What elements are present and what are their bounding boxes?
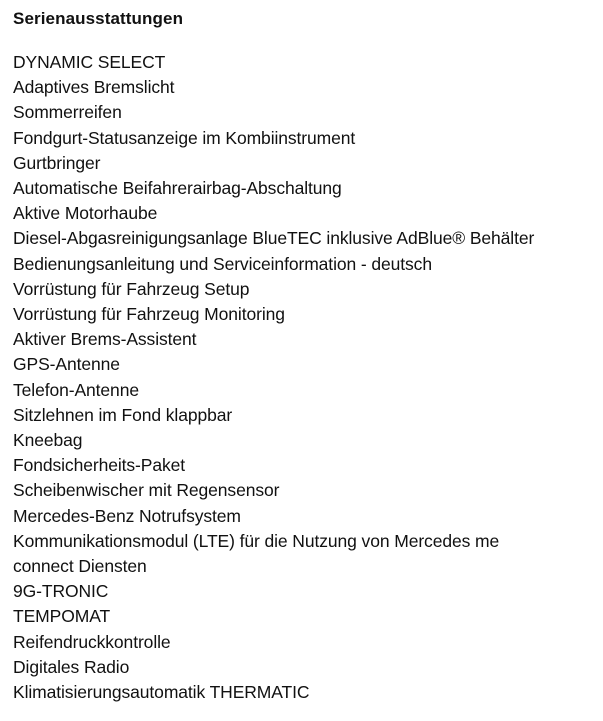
list-item: GPS-Antenne — [13, 354, 120, 375]
list-item: Automatische Beifahrerairbag-Abschaltung — [13, 178, 342, 199]
list-item: Bedienungsanleitung und Serviceinformation - deutsch — [13, 253, 432, 274]
list-item: Kommunikationsmodul (LTE) für die Nutzung von Mercedes me connect Diensten — [13, 530, 500, 577]
list-item: TEMPOMAT — [13, 606, 111, 627]
list-item: DYNAMIC SELECT — [13, 52, 166, 72]
list-item: Scheibenwischer mit Regensensor — [13, 480, 280, 501]
list-item: 9G-TRONIC — [13, 581, 109, 602]
list-item: Vorrüstung für Fahrzeug Setup — [13, 278, 250, 299]
list-item: Adaptives Bremslicht — [13, 77, 175, 98]
list-item: Telefon-Antenne — [13, 379, 139, 400]
list-item: Klimatisierungsautomatik THERMATIC — [13, 682, 310, 703]
list-item: Vorrüstung für Fahrzeug Monitoring — [13, 304, 285, 325]
list-item: Sommerreifen — [13, 102, 122, 123]
list-item: Fondsicherheits-Paket — [13, 455, 186, 476]
list-item: Sitzlehnen im Fond klappbar — [13, 404, 233, 425]
list-item: Aktiver Brems-Assistent — [13, 329, 197, 350]
list-item: Digitales Radio — [13, 656, 130, 677]
section-title: Serienausstattungen — [13, 9, 184, 28]
list-item: Aktive Motorhaube — [13, 203, 158, 224]
list-item: Mercedes-Benz Notrufsystem — [13, 505, 241, 526]
list-item: Diesel-Abgasreinigungsanlage BlueTEC inklusive AdBlue® Behälter — [13, 228, 535, 249]
equipment-list — [13, 50, 593, 705]
list-item: Fondgurt-Statusanzeige im Kombiinstrument — [13, 127, 356, 148]
list-item: Reifendruckkontrolle — [13, 631, 171, 652]
list-item: Gurtbringer — [13, 152, 101, 173]
list-item: Kneebag — [13, 430, 83, 451]
